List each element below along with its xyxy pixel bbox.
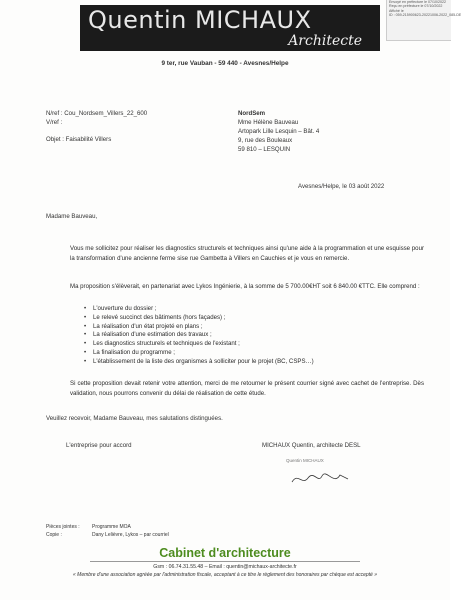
- footer-title: Cabinet d'architecture: [159, 546, 291, 560]
- signature-right-label: MICHAUX Quentin, architecte DESL: [262, 442, 361, 449]
- footer-divider: [90, 561, 360, 562]
- recipient-line: Mme Hélène Bauveau: [238, 119, 299, 126]
- attachments-label: Pièces jointes :: [46, 524, 80, 530]
- list-item: • L'établissement de la liste des organismes à solliciter pour le projet (BC, CSPS…): [84, 358, 314, 367]
- letterhead-address: 9 ter, rue Vauban - 59 440 - Avesnes/Helpe: [161, 60, 289, 67]
- recipient-line: Artopark Lille Lesquin – Bât. 4: [238, 128, 320, 135]
- ref-objet: Objet : Faisabilité Villers: [46, 136, 112, 143]
- paragraph-validation: Si cette proposition devait retenir votre attention, merci de me retourner le présent courrier signé avec cachet de l'entreprise. Dès validation, nous pourrons convenir du délai de réalisation de cette étude.: [70, 380, 424, 397]
- list-item: • La réalisation d'un état projeté en plans ;: [84, 323, 314, 332]
- paragraph-request: Vous me sollicitez pour réaliser les diagnostics structurels et techniques ainsi qu'une aide à la programmation et une esquisse pour la transformation d'une ancienne ferme sise rue Gambetta à Villers en Cauchies et je vous en remercie.: [70, 245, 424, 262]
- copy-value: Dany Lelièvre, Lykos – par courriel: [92, 532, 169, 538]
- footer-contact: Gsm : 06.74.31.55.48 – Email : quentin@michaux-architecte.fr: [153, 564, 297, 570]
- signature-left-label: L'entreprise pour accord: [66, 442, 132, 449]
- handwritten-signature: [290, 470, 350, 488]
- list-item: • Les diagnostics structurels et techniques de l'existant ;: [84, 340, 314, 349]
- date-line: Avesnes/Helpe, le 03 août 2022: [298, 183, 385, 190]
- stamp-line: Reçu en préfecture le 07/10/2022: [389, 4, 443, 9]
- attachments-value: Programme MOA: [92, 524, 131, 530]
- recipient-line: 59 810 – LESQUIN: [238, 146, 291, 153]
- prefecture-stamp: [386, 0, 461, 41]
- stamp-line: ID : 059-215900623-20221006-2022_085-DE: [389, 13, 461, 18]
- ref-nref: N/ref : Cou_Nordsem_Villers_22_600: [46, 110, 148, 117]
- stamp-line: Affiché le: [389, 8, 404, 13]
- copy-label: Copie :: [46, 532, 62, 538]
- list-item: • L'ouverture du dossier ;: [84, 305, 314, 314]
- list-item: • La finalisation du programme ;: [84, 349, 314, 358]
- list-item: • La réalisation d'une estimation des travaux ;: [84, 331, 314, 340]
- stamp-line: Envoyé en préfecture le 07/10/2022: [389, 0, 446, 4]
- footer-membership-note: « Membre d'une association agréée par l'administration fiscale, acceptant à ce titre le règlement des honoraires par chèque est accepté »: [72, 572, 378, 578]
- closing-line: Veuillez recevoir, Madame Bauveau, mes salutations distinguées.: [46, 415, 223, 422]
- ref-vref: V/ref :: [46, 119, 63, 126]
- recipient-company: NordSem: [238, 110, 266, 117]
- scope-list: [84, 305, 314, 367]
- letterhead-name: Quentin MICHAUX: [88, 6, 312, 34]
- letterhead-banner: [80, 5, 380, 51]
- letterhead-subtitle: Architecte: [288, 33, 362, 49]
- paragraph-proposal: Ma proposition s'élèverait, en partenariat avec Lykos Ingénierie, à la somme de 5 700.00€HT soit 6 840.00 €TTC. Elle comprend :: [70, 283, 420, 290]
- list-item: • Le relevé succinct des bâtiments (hors façades) ;: [84, 314, 314, 323]
- stamp-name: Quentin MICHAUX: [286, 458, 324, 463]
- recipient-line: 9, rue des Bouleaux: [238, 137, 293, 144]
- salutation: Madame Bauveau,: [46, 213, 98, 220]
